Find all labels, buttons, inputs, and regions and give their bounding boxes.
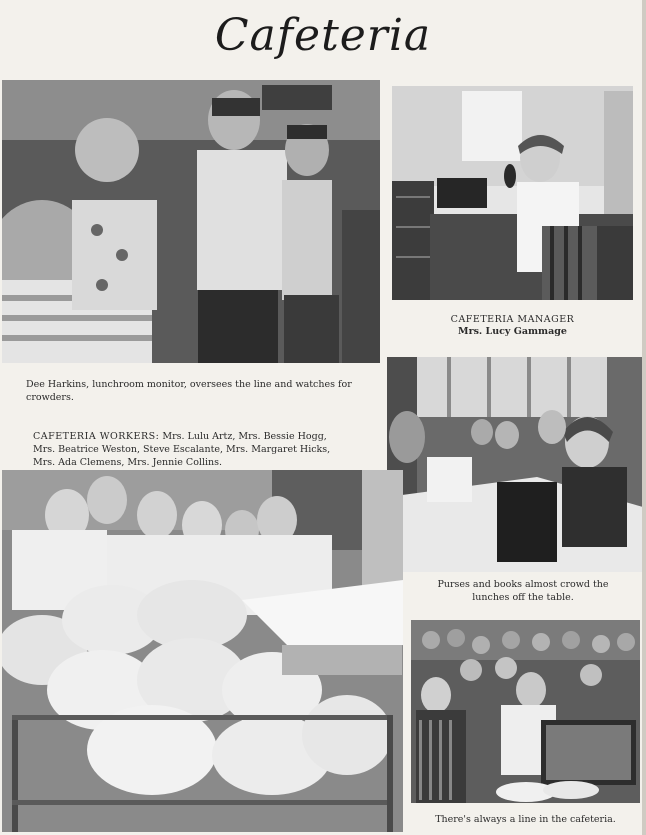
workers-caption <box>33 430 345 469</box>
cafeteria-manager-photo <box>392 86 633 300</box>
purses-caption: Purses and books almost crowd the lunches off the table. <box>437 579 609 603</box>
manager-name: Mrs. Lucy Gammage <box>458 326 567 337</box>
lunch-line-monitor-photo <box>2 80 380 363</box>
monitor-caption: Dee Harkins, lunchroom monitor, oversees the line and watches for crowders. <box>26 379 352 403</box>
manager-heading: CAFETERIA MANAGER <box>450 314 575 325</box>
workers-heading: CAFETERIA WORKERS: <box>33 431 160 442</box>
workers-list: Mrs. Lulu Artz, Mrs. Bessie Hogg, Mrs. Beatrice Weston, Steve Escalante, Mrs. Margaret Hicks, Mrs. Ada Clemens, Mrs. Jennie Collins. <box>33 431 331 468</box>
cafeteria-line-photo <box>411 620 640 803</box>
page-title: Cafeteria <box>214 10 432 61</box>
cafeteria-workers-photo <box>2 470 403 832</box>
students-table-photo <box>387 357 643 572</box>
page-edge <box>642 0 646 835</box>
line-caption: There's always a line in the cafeteria. <box>435 814 616 825</box>
